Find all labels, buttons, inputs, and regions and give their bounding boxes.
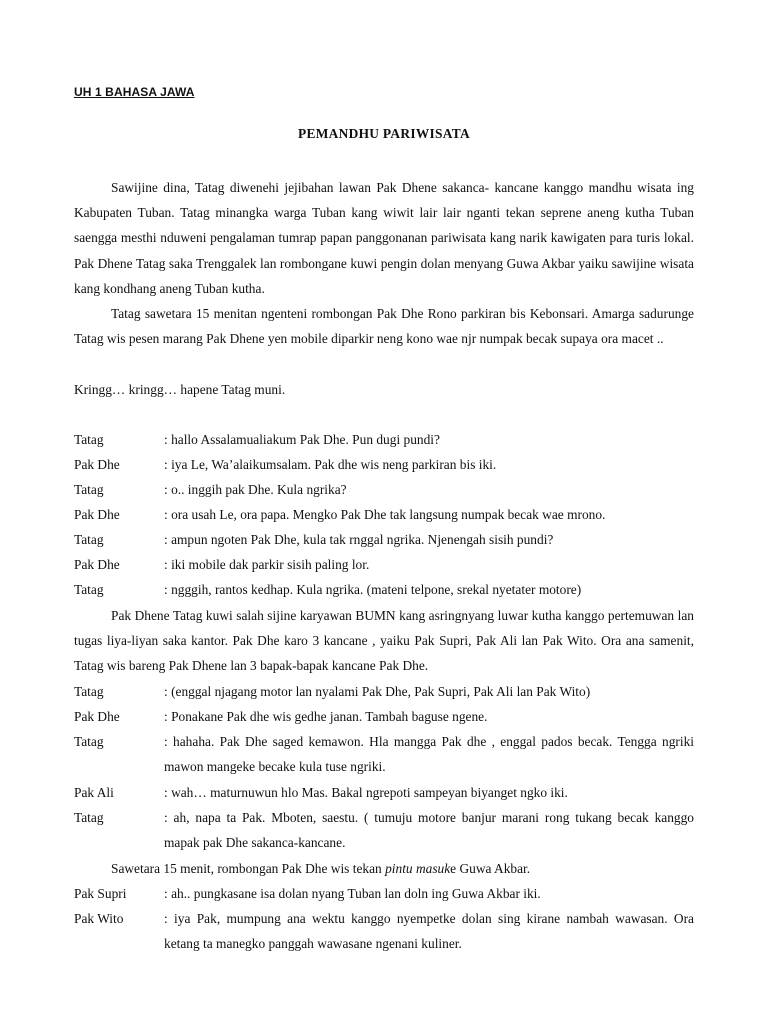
- dialog-speaker: Tatag: [74, 810, 104, 825]
- dialog-text: : hahaha. Pak Dhe saged kemawon. Hla mangga Pak dhe , enggal pados becak. Tengga ngriki mawon mangeke becake kula tuse ngriki.: [164, 734, 694, 775]
- dialog-text: : ah.. pungkasane isa dolan nyang Tuban lan doln ing Guwa Akbar iki.: [164, 886, 541, 901]
- dialog-speaker: Tatag: [74, 482, 104, 497]
- paragraph-1: Sawijine dina, Tatag diwenehi jejibahan lawan Pak Dhene sakanca- kancane kanggo mandhu wisata ing Kabupaten Tuban. Tatag minangka warga Tuban kang wiwit lair lair nganti tekan seprene aneng kutha Tuban saengga mesthi nduweni pengalaman tumrap papan panggonanan pariwisata kang narik kawigaten para turis lokal. Pak Dhene Tatag saka Trenggalek lan rombongane kuwi pengin dolan menyang Guwa Akbar yaiku sawijine wisata kang kondhang aneng Tuban kutha.: [74, 180, 694, 296]
- dialog-speaker: Tatag: [74, 582, 104, 597]
- dialog-speaker: Pak Dhe: [74, 507, 120, 522]
- paragraph-5: [74, 856, 694, 881]
- dialog-speaker: Tatag: [74, 684, 104, 699]
- dialog-speaker: Pak Dhe: [74, 457, 120, 472]
- document-header: UH 1 BAHASA JAWA: [74, 85, 195, 99]
- paragraph-5-before: Sawetara 15 menit, rombongan Pak Dhe wis tekan: [111, 861, 386, 876]
- paragraph-3: Kringg… kringg… hapene Tatag muni.: [74, 382, 286, 397]
- dialog-text: : ampun ngoten Pak Dhe, kula tak rnggal ngrika. Njenengah sisih pundi?: [164, 532, 554, 547]
- dialog-speaker: Tatag: [74, 432, 104, 447]
- dialog-speaker: Pak Wito: [74, 911, 124, 926]
- dialog-speaker: Pak Supri: [74, 886, 127, 901]
- dialog-text: : iya Pak, mumpung ana wektu kanggo nyempetke dolan sing kirane nambah wawasan. Ora ketang ta manegko panggah wawasane ngenani kuliner.: [164, 911, 694, 952]
- dialog-text: : wah… maturnuwun hlo Mas. Bakal ngrepoti sampeyan biyanget ngko iki.: [164, 785, 568, 800]
- dialog-text: : o.. inggih pak Dhe. Kula ngrika?: [164, 482, 347, 497]
- dialog-text: : ah, napa ta Pak. Mboten, saestu. ( tumuju motore banjur marani rong tukang becak kanggo mapak pak Dhe sakanca-kancane.: [164, 810, 694, 851]
- paragraph-5-after: e Guwa Akbar.: [450, 861, 531, 876]
- dialog-speaker: Tatag: [74, 734, 104, 749]
- dialog-text: : ngggih, rantos kedhap. Kula ngrika. (mateni telpone, srekal nyetater motore): [164, 582, 582, 597]
- dialog-speaker: Pak Dhe: [74, 557, 120, 572]
- document-title: PEMANDHU PARIWISATA: [298, 126, 470, 141]
- dialog-text: : iki mobile dak parkir sisih paling lor.: [164, 557, 370, 572]
- dialog-text: : hallo Assalamualiakum Pak Dhe. Pun dugi pundi?: [164, 432, 440, 447]
- dialog-text: : ora usah Le, ora papa. Mengko Pak Dhe tak langsung numpak becak wae mrono.: [164, 507, 606, 522]
- dialog-text: : (enggal njagang motor lan nyalami Pak Dhe, Pak Supri, Pak Ali lan Pak Wito): [164, 684, 591, 699]
- paragraph-5-italic: pintu masuk: [385, 861, 451, 876]
- dialog-speaker: Pak Ali: [74, 785, 114, 800]
- paragraph-2: Tatag sawetara 15 menitan ngenteni rombongan Pak Dhe Rono parkiran bis Kebonsari. Amarga sadurunge Tatag wis pesen marang Pak Dhene yen mobile diparkir neng kono wae njr numpak becak supaya ora macet ..: [74, 306, 694, 347]
- dialog-text: : Ponakane Pak dhe wis gedhe janan. Tambah baguse ngene.: [164, 709, 488, 724]
- dialog-speaker: Tatag: [74, 532, 104, 547]
- dialog-speaker: Pak Dhe: [74, 709, 120, 724]
- paragraph-4: Pak Dhene Tatag kuwi salah sijine karyawan BUMN kang asringnyang luwar kutha kanggo pertemuwan lan tugas liya-liyan saka kantor. Pak Dhe karo 3 kancane , yaiku Pak Supri, Pak Ali lan Pak Wito. Ora ana samenit, Tatag wis bareng Pak Dhene lan 3 bapak-bapak kancane Pak Dhe.: [74, 608, 694, 674]
- dialog-text: : iya Le, Wa’alaikumsalam. Pak dhe wis neng parkiran bis iki.: [164, 457, 497, 472]
